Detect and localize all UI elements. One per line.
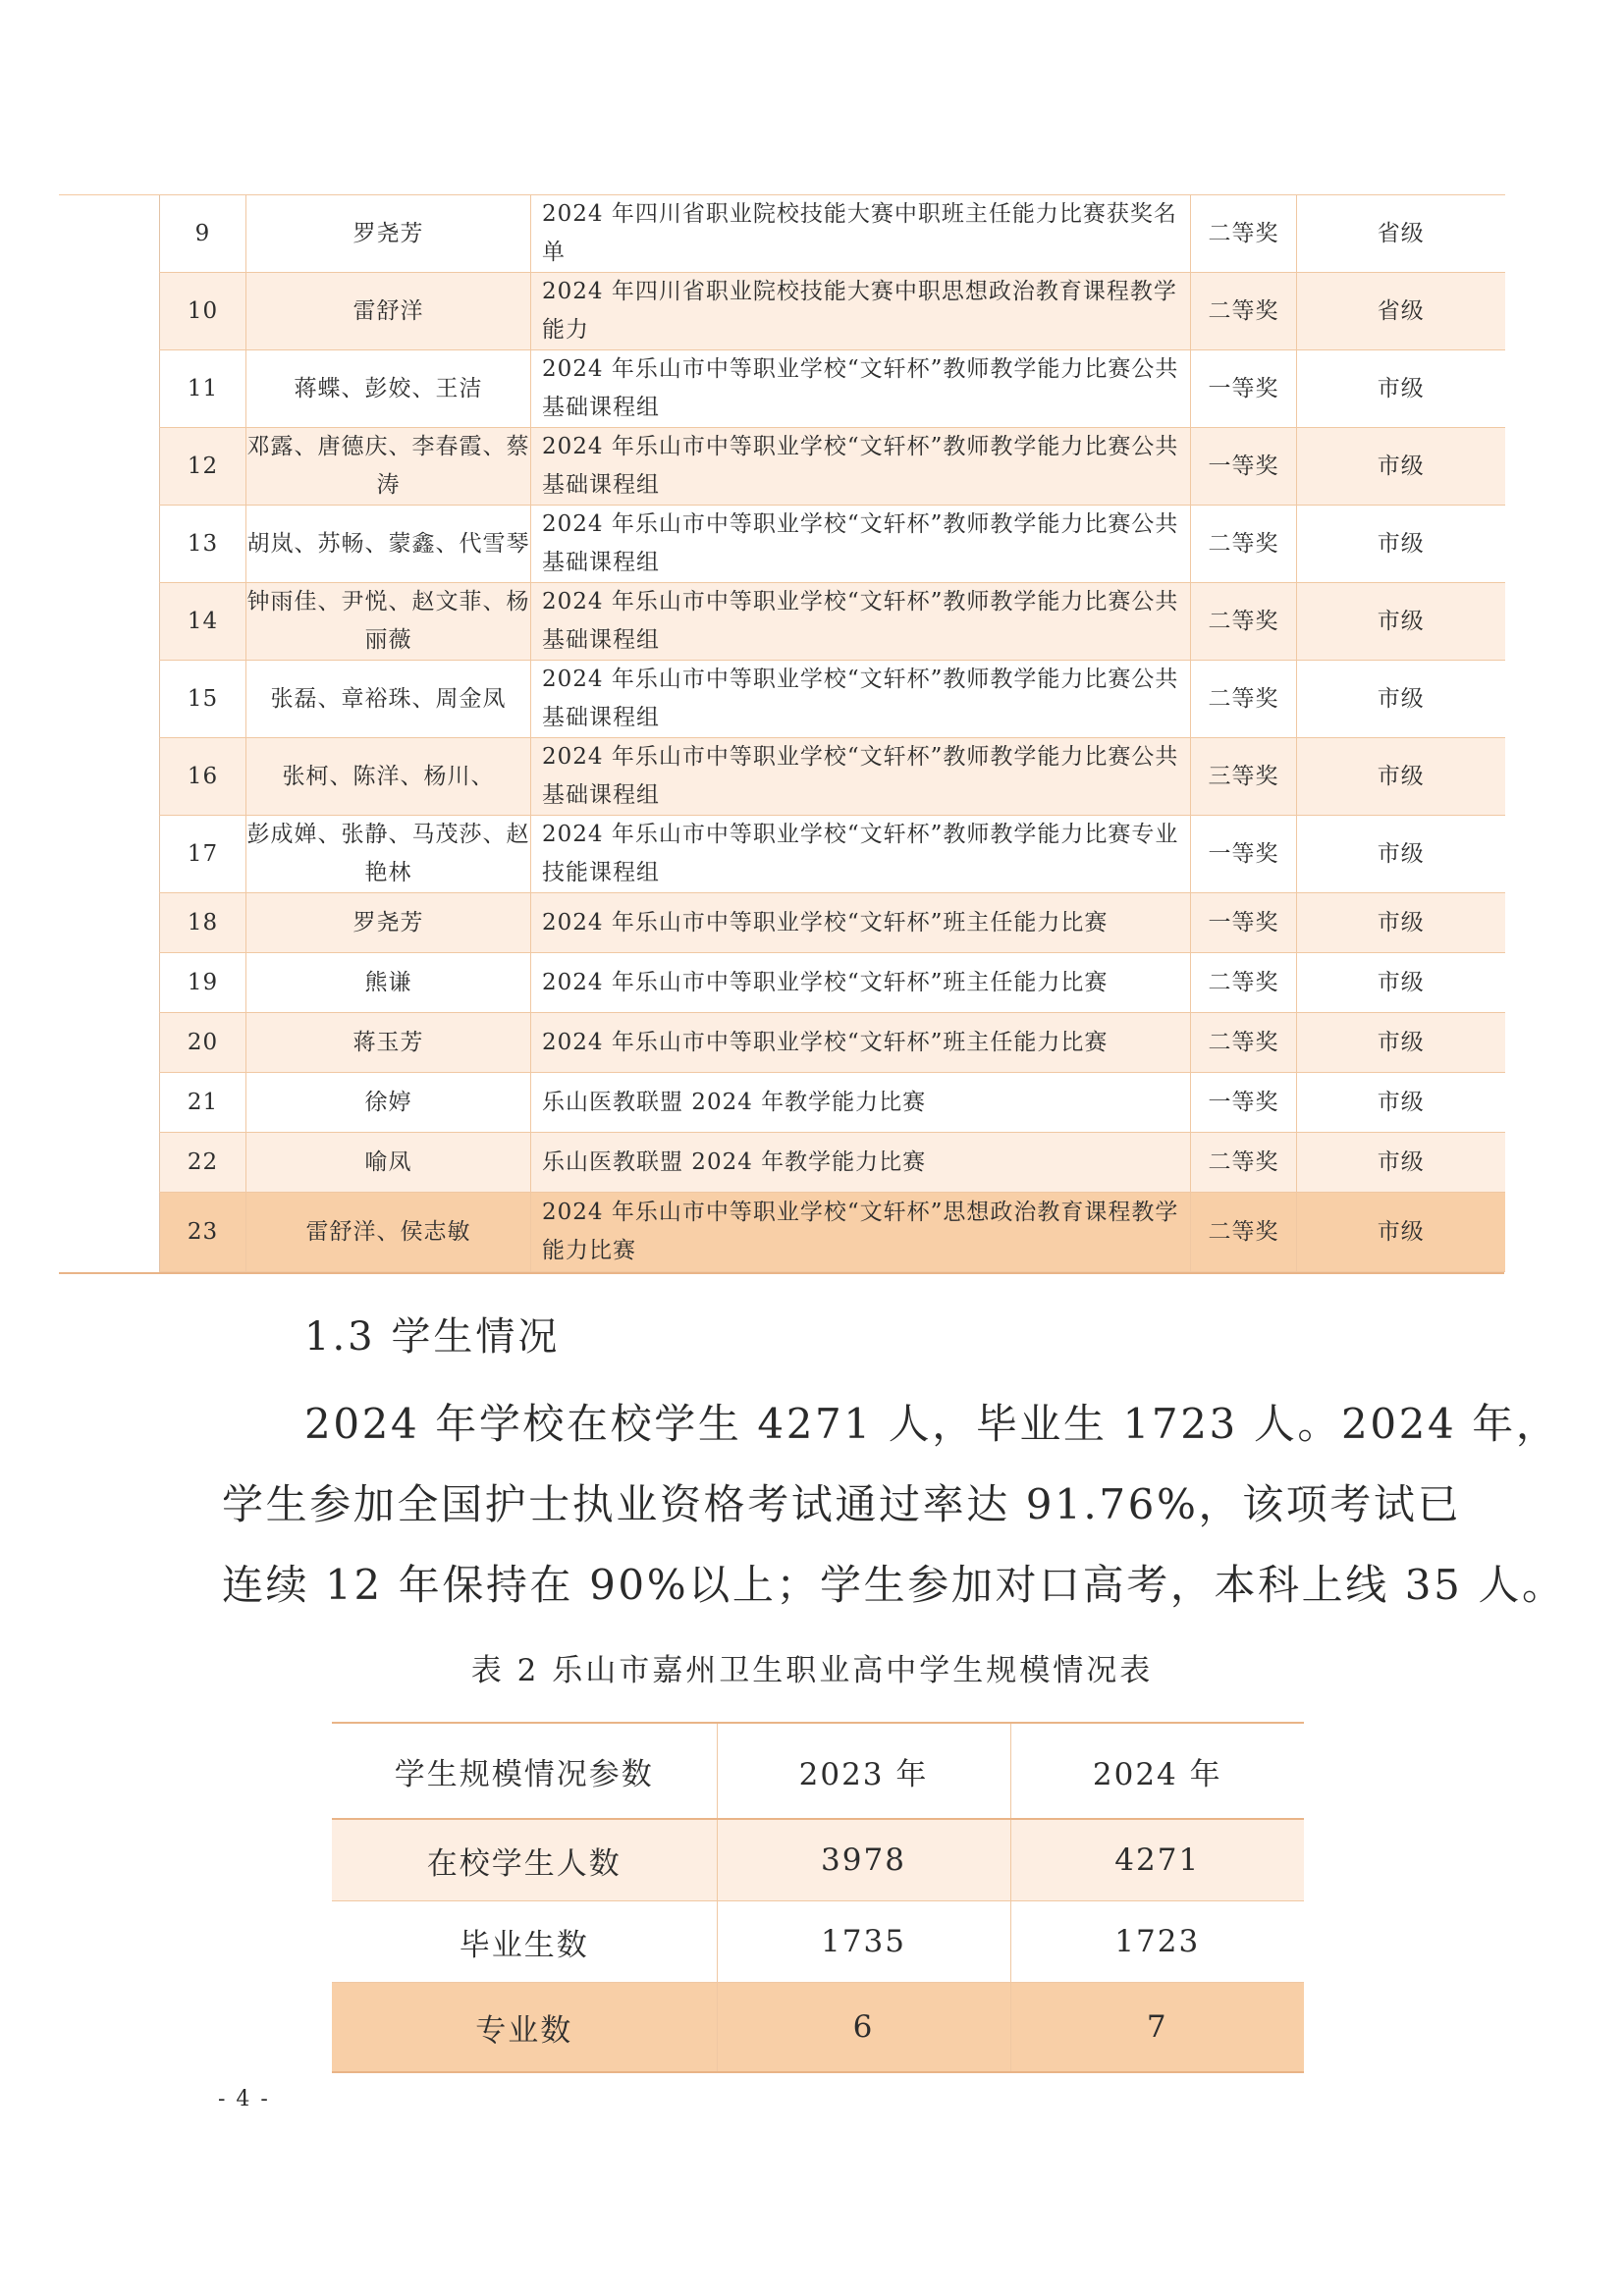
table-caption: 表 2 乐山市嘉州卫生职业高中学生规模情况表 [470,1653,1154,1688]
awards-table-section [159,194,1504,1272]
table-row [160,195,1505,273]
table-row [160,816,1505,893]
prize-cell: 二等奖 [1191,195,1297,273]
competition-cell: 2024 年乐山市中等职业学校“文轩杯”教师教学能力比赛公共基础课程组 [531,350,1191,428]
level-cell: 市级 [1297,1073,1505,1133]
paragraph-line: 学生参加全国护士执业资格考试通过率达 91.76%，该项考试已 [222,1480,1462,1528]
row-number-cell: 14 [160,583,246,661]
level-cell: 市级 [1297,583,1505,661]
name-cell: 熊谦 [246,953,531,1013]
paragraph-line: 2024 年学校在校学生 4271 人，毕业生 1723 人。2024 年， [304,1400,1560,1448]
section-heading: 1.3 学生情况 [304,1314,561,1360]
level-cell: 市级 [1297,893,1505,953]
level-cell: 市级 [1297,1013,1505,1073]
name-cell: 张磊、章裕珠、周金凤 [246,661,531,738]
competition-cell: 乐山医教联盟 2024 年教学能力比赛 [531,1133,1191,1193]
row-label: 毕业生数 [332,1901,717,1983]
student-scale-table-section [332,1722,1304,2073]
row-number-cell: 22 [160,1133,246,1193]
name-cell: 罗尧芳 [246,195,531,273]
value-cell: 1735 [717,1901,1010,1983]
row-number-cell: 9 [160,195,246,273]
student-scale-table [332,1722,1304,2073]
competition-cell: 2024 年乐山市中等职业学校“文轩杯”教师教学能力比赛公共基础课程组 [531,738,1191,816]
name-cell: 喻凤 [246,1133,531,1193]
name-cell: 蒋蝶、彭姣、王洁 [246,350,531,428]
row-number-cell: 13 [160,506,246,583]
table-row [160,350,1505,428]
value-cell: 3978 [717,1819,1010,1901]
prize-cell: 二等奖 [1191,661,1297,738]
prize-cell: 二等奖 [1191,1193,1297,1272]
table-row [160,428,1505,506]
name-cell: 罗尧芳 [246,893,531,953]
prize-cell: 一等奖 [1191,428,1297,506]
table-row [160,273,1505,350]
prize-cell: 二等奖 [1191,1133,1297,1193]
level-cell: 市级 [1297,953,1505,1013]
row-number-cell: 20 [160,1013,246,1073]
prize-cell: 一等奖 [1191,816,1297,893]
table-row [160,506,1505,583]
table-row [160,738,1505,816]
name-cell: 彭成婵、张静、马茂莎、赵艳林 [246,816,531,893]
name-cell: 蒋玉芳 [246,1013,531,1073]
row-number-cell: 10 [160,273,246,350]
level-cell: 市级 [1297,1133,1505,1193]
table-row [332,1901,1304,1983]
level-cell: 市级 [1297,661,1505,738]
name-cell: 张柯、陈洋、杨川、 [246,738,531,816]
header-cell: 2023 年 [717,1723,1010,1819]
prize-cell: 三等奖 [1191,738,1297,816]
table-row [160,893,1505,953]
name-cell: 雷舒洋 [246,273,531,350]
table-row [160,583,1505,661]
table-row [160,1133,1505,1193]
name-cell: 胡岚、苏畅、蒙鑫、代雪琴 [246,506,531,583]
competition-cell: 2024 年乐山市中等职业学校“文轩杯”班主任能力比赛 [531,953,1191,1013]
competition-cell: 2024 年四川省职业院校技能大赛中职班主任能力比赛获奖名单 [531,195,1191,273]
paragraph-line: 连续 12 年保持在 90%以上；学生参加对口高考，本科上线 35 人。 [222,1561,1566,1609]
table-header-row [332,1723,1304,1819]
level-cell: 省级 [1297,273,1505,350]
table-bottom-rule [59,1272,1504,1274]
level-cell: 市级 [1297,506,1505,583]
prize-cell: 一等奖 [1191,1073,1297,1133]
prize-cell: 二等奖 [1191,273,1297,350]
competition-cell: 2024 年乐山市中等职业学校“文轩杯”教师教学能力比赛公共基础课程组 [531,428,1191,506]
value-cell: 1723 [1010,1901,1304,1983]
prize-cell: 二等奖 [1191,506,1297,583]
competition-cell: 2024 年乐山市中等职业学校“文轩杯”教师教学能力比赛专业技能课程组 [531,816,1191,893]
row-number-cell: 17 [160,816,246,893]
row-number-cell: 16 [160,738,246,816]
page-number: - 4 - [218,2087,270,2111]
prize-cell: 一等奖 [1191,350,1297,428]
row-number-cell: 12 [160,428,246,506]
level-cell: 市级 [1297,428,1505,506]
level-cell: 省级 [1297,195,1505,273]
competition-cell: 2024 年乐山市中等职业学校“文轩杯”教师教学能力比赛公共基础课程组 [531,583,1191,661]
table-row [332,1983,1304,2073]
competition-cell: 2024 年四川省职业院校技能大赛中职思想政治教育课程教学能力 [531,273,1191,350]
competition-cell: 乐山医教联盟 2024 年教学能力比赛 [531,1073,1191,1133]
name-cell: 邓露、唐德庆、李春霞、蔡涛 [246,428,531,506]
row-label: 在校学生人数 [332,1819,717,1901]
table-row [160,1073,1505,1133]
level-cell: 市级 [1297,738,1505,816]
competition-cell: 2024 年乐山市中等职业学校“文轩杯”班主任能力比赛 [531,893,1191,953]
row-number-cell: 11 [160,350,246,428]
table-row [160,953,1505,1013]
name-cell: 钟雨佳、尹悦、赵文菲、杨丽薇 [246,583,531,661]
header-cell: 2024 年 [1010,1723,1304,1819]
row-number-cell: 19 [160,953,246,1013]
prize-cell: 二等奖 [1191,583,1297,661]
competition-cell: 2024 年乐山市中等职业学校“文轩杯”思想政治教育课程教学能力比赛 [531,1193,1191,1272]
header-cell: 学生规模情况参数 [332,1723,717,1819]
competition-cell: 2024 年乐山市中等职业学校“文轩杯”教师教学能力比赛公共基础课程组 [531,661,1191,738]
row-label: 专业数 [332,1983,717,2073]
awards-table [159,194,1505,1272]
competition-cell: 2024 年乐山市中等职业学校“文轩杯”教师教学能力比赛公共基础课程组 [531,506,1191,583]
competition-cell: 2024 年乐山市中等职业学校“文轩杯”班主任能力比赛 [531,1013,1191,1073]
level-cell: 市级 [1297,350,1505,428]
name-cell: 徐婷 [246,1073,531,1133]
table-row [160,661,1505,738]
prize-cell: 一等奖 [1191,893,1297,953]
table-row [332,1819,1304,1901]
level-cell: 市级 [1297,1193,1505,1272]
row-number-cell: 23 [160,1193,246,1272]
row-number-cell: 21 [160,1073,246,1133]
prize-cell: 二等奖 [1191,953,1297,1013]
table-row [160,1013,1505,1073]
value-cell: 4271 [1010,1819,1304,1901]
row-number-cell: 15 [160,661,246,738]
level-cell: 市级 [1297,816,1505,893]
name-cell: 雷舒洋、侯志敏 [246,1193,531,1272]
table-row [160,1193,1505,1272]
prize-cell: 二等奖 [1191,1013,1297,1073]
value-cell: 7 [1010,1983,1304,2073]
row-number-cell: 18 [160,893,246,953]
value-cell: 6 [717,1983,1010,2073]
